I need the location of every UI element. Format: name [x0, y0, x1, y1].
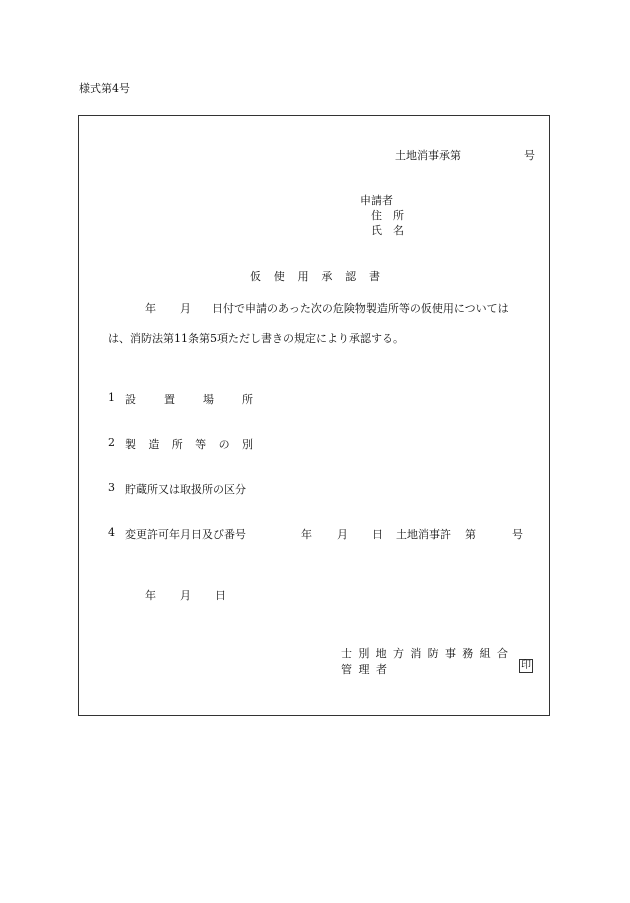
applicant-address-label: 住 所: [371, 209, 404, 222]
item3-label: 貯蔵所又は取扱所の区分: [125, 483, 246, 496]
document-frame: [78, 115, 550, 716]
document-title: [250, 268, 380, 284]
item1-label: [125, 391, 253, 407]
org-char: 組: [479, 647, 491, 660]
role-char: 者: [376, 663, 387, 676]
org-char: 務: [462, 647, 474, 660]
org-char: 事: [444, 647, 456, 660]
applicant-title: 申請者: [360, 194, 393, 207]
role-char: 管: [341, 663, 352, 676]
body-line1: 日付で申請のあった次の危険物製造所等の仮使用については: [212, 302, 509, 315]
date-day: 日: [215, 589, 226, 602]
item2-label: [125, 436, 253, 452]
seal-box: 印: [521, 660, 531, 671]
item2-char: 別: [241, 438, 253, 451]
applicant-name-label: 氏 名: [371, 224, 404, 237]
title-char: 認: [345, 270, 357, 283]
reference-suffix: 号: [524, 149, 535, 162]
item4-year: 年: [301, 528, 312, 541]
item4-suffix: 号: [512, 528, 523, 541]
org-char: 地: [375, 647, 387, 660]
item3-number: 3: [108, 481, 115, 494]
body-month: 月: [180, 302, 191, 315]
item4-month: 月: [337, 528, 348, 541]
signatory-org: [341, 645, 508, 661]
body-line2: は、消防法第11条第5項ただし書きの規定により承認する。: [108, 332, 404, 345]
signatory-role: [341, 661, 387, 677]
org-char: 消: [410, 647, 422, 660]
org-char: 士: [341, 647, 352, 660]
title-char: 仮: [250, 270, 261, 283]
form-number: 様式第4号: [79, 82, 130, 95]
item4-number: 4: [108, 526, 115, 539]
item2-char: 造: [148, 438, 160, 451]
item4-dai: 第: [465, 528, 476, 541]
item1-char: 場: [203, 393, 214, 406]
title-char: 書: [368, 270, 380, 283]
item4-permit-label: 土地消事許: [396, 528, 451, 541]
item1-char: 所: [242, 393, 253, 406]
item2-char: 所: [171, 438, 183, 451]
item2-char: 製: [125, 438, 136, 451]
item2-char: の: [218, 438, 230, 451]
title-char: 承: [321, 270, 333, 283]
date-year: 年: [145, 589, 156, 602]
item2-char: 等: [195, 438, 207, 451]
body-year: 年: [145, 302, 156, 315]
item1-char: 置: [164, 393, 175, 406]
role-char: 理: [358, 663, 370, 676]
org-char: 防: [427, 647, 439, 660]
reference-label: 土地消事承第: [395, 149, 461, 162]
item4-day: 日: [372, 528, 383, 541]
org-char: 方: [392, 647, 404, 660]
item2-number: 2: [108, 436, 115, 449]
item1-number: 1: [108, 391, 115, 404]
title-char: 用: [297, 270, 309, 283]
item1-char: 設: [125, 393, 136, 406]
title-char: 使: [273, 270, 285, 283]
item4-label: 変更許可年月日及び番号: [125, 528, 246, 541]
date-month: 月: [180, 589, 191, 602]
org-char: 合: [496, 647, 508, 660]
org-char: 別: [358, 647, 370, 660]
